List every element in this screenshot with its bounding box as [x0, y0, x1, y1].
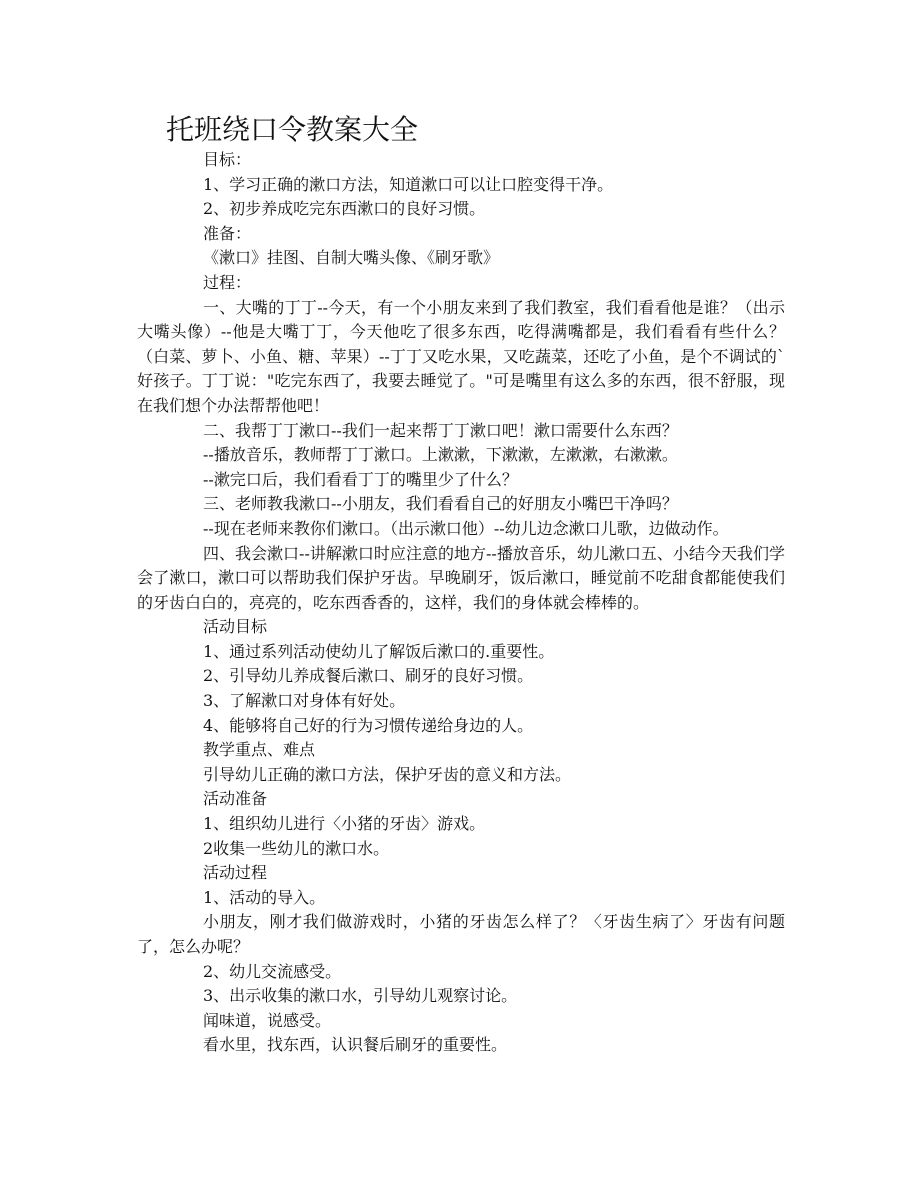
paragraph: 2、引导幼儿养成餐后漱口、刷牙的良好习惯。 — [203, 666, 534, 686]
paragraph: 看水里，找东西，认识餐后刷牙的重要性。 — [203, 1035, 508, 1055]
paragraph: 2、初步养成吃完东西漱口的良好习惯。 — [203, 199, 486, 219]
document-title: 托班绕口令教案大全 — [166, 113, 419, 146]
paragraph: 《漱口》挂图、自制大嘴头像、《刷牙歌》 — [203, 248, 500, 268]
paragraph: 1、组织幼儿进行〈小猪的牙齿〉游戏。 — [203, 814, 486, 834]
paragraph: 小朋友，刚才我们做游戏时，小猪的牙齿怎么样了？〈牙齿生病了〉牙齿有问题了，怎么办呢？ — [137, 912, 785, 956]
paragraph: 引导幼儿正确的漱口方法，保护牙齿的意义和方法。 — [203, 764, 572, 784]
paragraph: 闻味道，说感受。 — [203, 1010, 332, 1030]
paragraph: 3、出示收集的漱口水，引导幼儿观察讨论。 — [203, 986, 518, 1006]
paragraph: 三、老师教我漱口--小朋友，我们看看自己的好朋友小嘴巴干净吗？ — [203, 494, 678, 514]
paragraph: 2收集一些幼儿的漱口水。 — [203, 838, 390, 858]
paragraph: --播放音乐，教师帮丁丁漱口。上漱漱，下漱漱，左漱漱，右漱漱。 — [203, 445, 678, 465]
paragraph: 目标： — [203, 150, 252, 169]
document-body — [137, 148, 785, 1058]
paragraph: 四、我会漱口--讲解漱口时应注意的地方--播放音乐，幼儿漱口五、小结今天我们学会了漱口，漱口可以帮助我们保护牙齿。早晚刷牙，饭后漱口，睡觉前不吃甜食都能使我们的牙齿白白的，亮亮的，吃东西香香的，这样，我们的身体就会棒棒的。 — [137, 543, 785, 612]
paragraph: 活动过程 — [203, 863, 268, 883]
paragraph: 1、活动的导入。 — [203, 887, 326, 907]
paragraph: --现在老师来教你们漱口。（出示漱口他）--幼儿边念漱口儿歌，边做动作。 — [203, 518, 729, 538]
paragraph: 活动目标 — [203, 617, 268, 637]
paragraph: --漱完口后，我们看看丁丁的嘴里少了什么？ — [203, 469, 518, 489]
paragraph: 一、大嘴的丁丁--今天，有一个小朋友来到了我们教室，我们看看他是谁？（出示大嘴头像）--他是大嘴丁丁，今天他吃了很多东西，吃得满嘴都是，我们看看有些什么？（白菜、萝卜、小鱼、糖、苹果）--丁丁又吃水果，又吃蔬菜，还吃了小鱼，是个不调试的`好孩子。丁丁说："吃完东西了，我要去睡觉了。"可是嘴里有这么多的东西，很不舒服，现在我们想个办法帮帮他吧！ — [137, 297, 785, 415]
paragraph: 3、了解漱口对身体有好处。 — [203, 691, 406, 711]
paragraph: 4、能够将自己好的行为习惯传递给身边的人。 — [203, 715, 534, 735]
paragraph: 二、我帮丁丁漱口--我们一起来帮丁丁漱口吧！漱口需要什么东西？ — [203, 420, 678, 440]
paragraph: 活动准备 — [203, 789, 268, 809]
paragraph: 1、学习正确的漱口方法，知道漱口可以让口腔变得干净。 — [203, 174, 614, 194]
paragraph: 1、通过系列活动使幼儿了解饭后漱口的.重要性。 — [203, 641, 555, 661]
paragraph: 准备： — [203, 223, 252, 243]
paragraph: 教学重点、难点 — [203, 740, 316, 760]
paragraph: 过程： — [203, 272, 252, 292]
paragraph: 2、幼儿交流感受。 — [203, 961, 342, 981]
